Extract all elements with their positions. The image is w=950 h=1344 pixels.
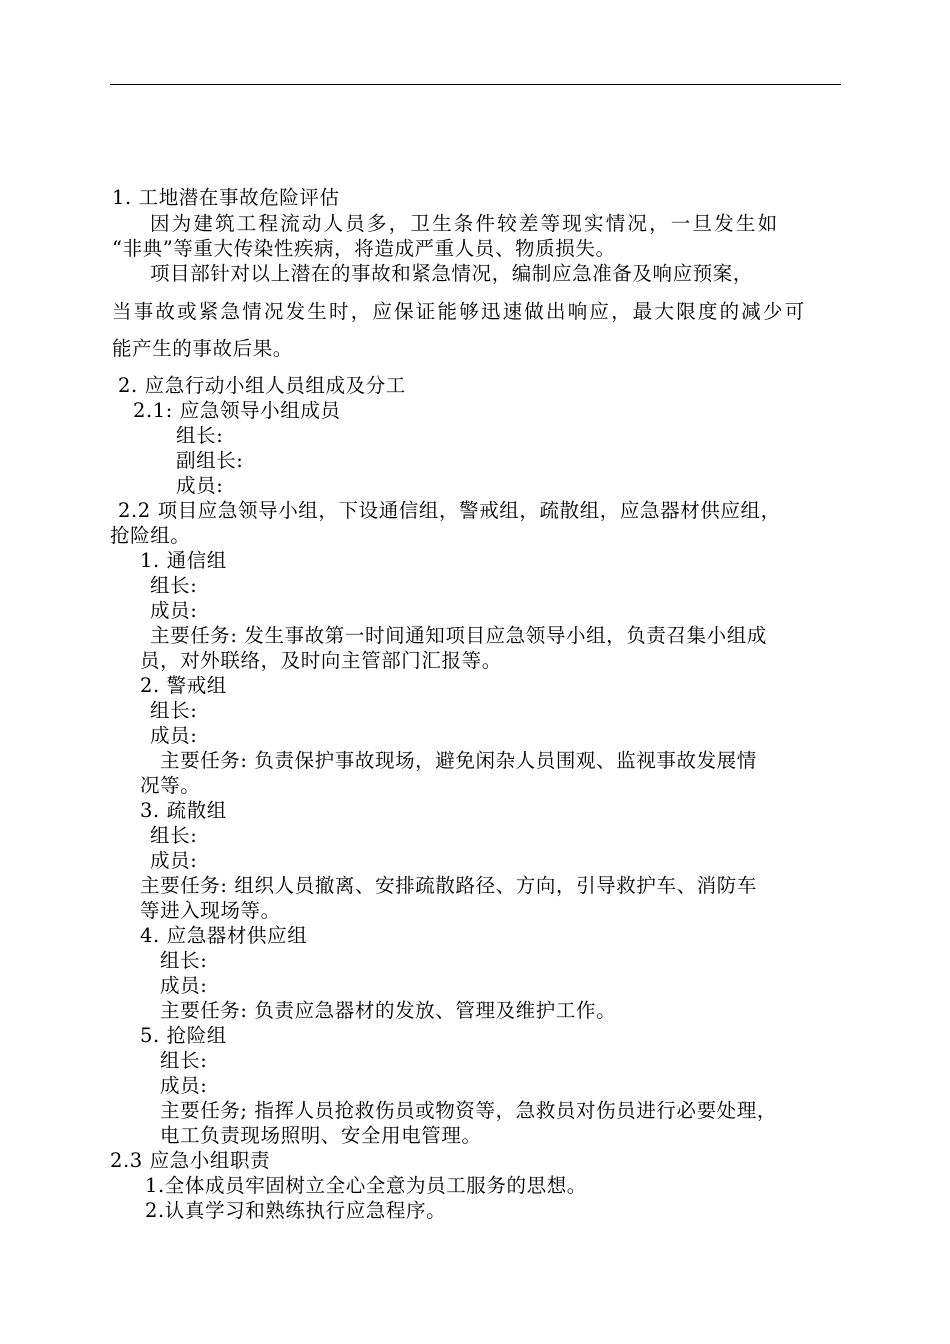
section1-p2-line3: 能产生的事故后果。 [112, 337, 293, 360]
section1-p2-line2: 当事故或紧急情况发生时，应保证能够迅速做出响应，最大限度的减少可 [112, 300, 807, 323]
section1-p1-line1: 因为建筑工程流动人员多，卫生条件较差等现实情况，一旦发生如 [150, 212, 780, 235]
group4-leader: 组长: [160, 949, 208, 972]
section1-p2-line1: 项目部针对以上潜在的事故和紧急情况，编制应急准备及响应预案， [150, 262, 754, 285]
group2-task-line2: 况等。 [140, 774, 201, 797]
group4-task-line1: 主要任务: 负责应急器材的发放、管理及维护工作。 [160, 999, 617, 1022]
sub1-members: 成员: [176, 474, 224, 497]
group2-members: 成员: [150, 724, 198, 747]
sub1-heading: 2.1: 应急领导小组成员 [133, 399, 341, 422]
group3-task-line1: 主要任务: 组织人员撤离、安排疏散路径、方向，引导救护车、消防车 [140, 874, 757, 897]
group5-task-line2: 电工负责现场照明、安全用电管理。 [160, 1124, 482, 1147]
group3-members: 成员: [150, 849, 198, 872]
sub1-deputy: 副组长: [176, 449, 244, 472]
group5-members: 成员: [160, 1074, 208, 1097]
section2-heading: 2. 应急行动小组人员组成及分工 [118, 374, 406, 397]
group3-title: 3. 疏散组 [140, 799, 227, 822]
group2-task-line1: 主要任务: 负责保护事故现场，避免闲杂人员围观、监视事故发展情 [160, 749, 757, 772]
sub3-item-1: 1.全体成员牢固树立全心全意为员工服务的思想。 [145, 1174, 587, 1197]
group3-leader: 组长: [150, 824, 198, 847]
sub3-item-2: 2.认真学习和熟练执行应急程序。 [145, 1199, 447, 1222]
sub3-heading: 2.3 应急小组职责 [110, 1149, 271, 1172]
section1-p1-line2: “非典”等重大传染性疾病，将造成严重人员、物质损失。 [112, 237, 616, 260]
group1-leader: 组长: [150, 574, 198, 597]
group5-title: 5. 抢险组 [140, 1024, 227, 1047]
group1-task-line1: 主要任务: 发生事故第一时间通知项目应急领导小组，负责召集小组成 [150, 624, 767, 647]
group1-members: 成员: [150, 599, 198, 622]
sub2-line1: 2.2 项目应急领导小组，下设通信组，警戒组，疏散组，应急器材供应组， [118, 499, 781, 522]
group4-members: 成员: [160, 974, 208, 997]
group2-title: 2. 警戒组 [140, 674, 227, 697]
sub1-leader: 组长: [176, 424, 224, 447]
group2-leader: 组长: [150, 699, 198, 722]
group5-leader: 组长: [160, 1049, 208, 1072]
group1-task-line2: 员，对外联络，及时向主管部门汇报等。 [140, 649, 502, 672]
group4-title: 4. 应急器材供应组 [140, 924, 308, 947]
section1-heading: 1. 工地潜在事故危险评估 [112, 186, 340, 209]
group5-task-line1: 主要任务; 指挥人员抢救伤员或物资等，急救员对伤员进行必要处理， [160, 1099, 777, 1122]
sub2-line2: 抢险组。 [110, 524, 191, 547]
group3-task-line2: 等进入现场等。 [140, 899, 281, 922]
header-rule [110, 84, 841, 85]
group1-title: 1. 通信组 [140, 549, 227, 572]
